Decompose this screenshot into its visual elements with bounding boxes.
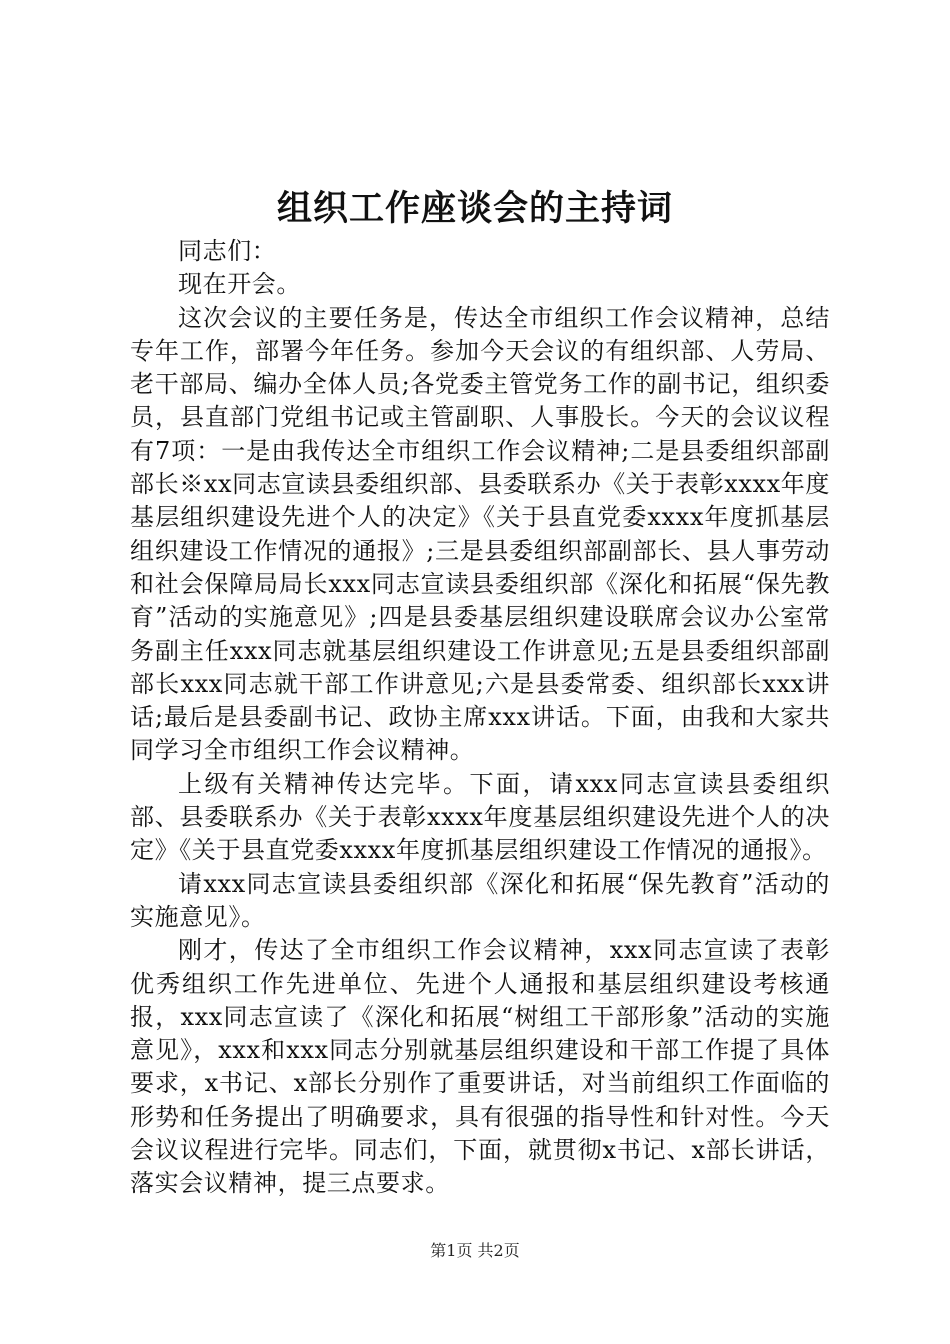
paragraph-reading-2: 请xxx同志宣读县委组织部《深化和拓展“保先教育”活动的实施意见》。 (130, 869, 830, 931)
document-title: 组织工作座谈会的主持词 (276, 188, 673, 229)
paragraph-agenda: 这次会议的主要任务是，传达全市组织工作会议精神，总结专年工作，部署今年任务。参加今天会议的有组织部、人劳局、老干部局、编办全体人员;各党委主管党务工作的副书记，组织委员，县直部门党组书记或主管副职、人事股长。今天的会议议程有7项：一是由我传达全市组织工作会议精神;二是县委组织部副部长※xx同志宣读县委组织部、县委联系办《关于表彰xxxx年度基层组织建设先进个人的决定》《关于县直党委xxxx年度抓基层组织建设工作情况的通报》;三是县委组织部副部长、县人事劳动和社会保障局局长xxx同志宣读县委组织部《深化和拓展“保先教育”活动的实施意见》;四是县委基层组织建设联席会议办公室常务副主任xxx同志就基层组织建设工作讲意见;五是县委组织部副部长xxx同志就干部工作讲意见;六是县委常委、组织部长xxx讲话;最后是县委副书记、政协主席xxx讲话。下面，由我和大家共同学习全市组织工作会议精神。 (130, 303, 830, 765)
page-number-footer: 第1页 共2页 (430, 1241, 520, 1260)
document-body (130, 235, 830, 1201)
paragraph-summary: 刚才，传达了全市组织工作会议精神，xxx同志宣读了表彰优秀组织工作先进单位、先进个人通报和基层组织建设考核通报，xxx同志宣读了《深化和拓展“树组工干部形象”活动的实施意见》，xxx和xxx同志分别就基层组织建设和干部工作提了具体要求，x书记、x部长分别作了重要讲话，对当前组织工作面临的形势和任务提出了明确要求，具有很强的指导性和针对性。今天会议议程进行完毕。同志们，下面，就贯彻x书记、x部长讲话，落实会议精神，提三点要求。 (130, 936, 830, 1198)
paragraph-opening: 现在开会。 (178, 270, 301, 299)
paragraph-reading-1: 上级有关精神传达完毕。下面，请xxx同志宣读县委组织部、县委联系办《关于表彰xxxx年度基层组织建设先进个人的决定》《关于县直党委xxxx年度抓基层组织建设工作情况的通报》。 (130, 769, 830, 865)
paragraph-greeting: 同志们： (178, 237, 277, 265)
